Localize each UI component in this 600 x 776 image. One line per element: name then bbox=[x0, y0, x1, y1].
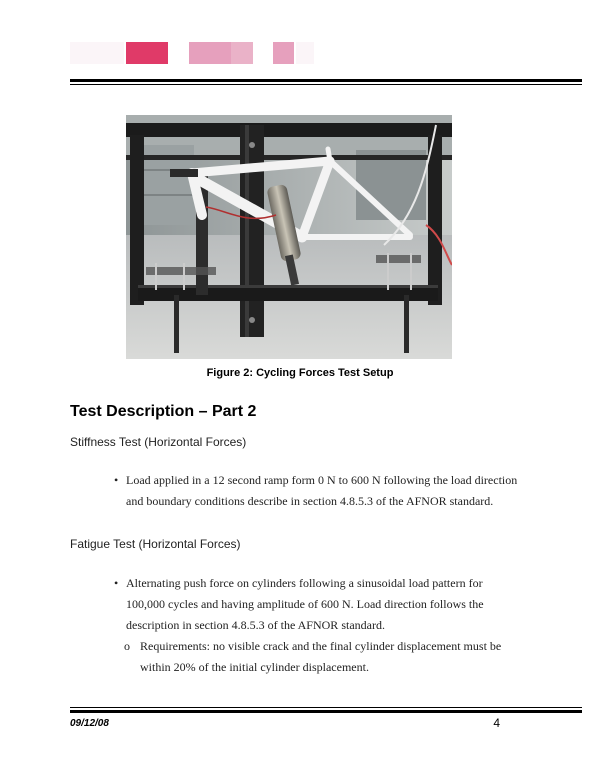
stiffness-heading: Stiffness Test (Horizontal Forces) bbox=[70, 435, 247, 449]
fatigue-line-2: 100,000 cycles and having amplitude of 600 N. Load direction follows the bbox=[126, 597, 484, 611]
stiffness-line-1: Load applied in a 12 second ramp form 0 N to 600 N following the load direction bbox=[126, 473, 518, 487]
header-block-light-2 bbox=[231, 42, 253, 64]
header-block-light-1 bbox=[189, 42, 231, 64]
footer-date: 09/12/08 bbox=[70, 718, 109, 729]
header-block-faint-2 bbox=[296, 42, 314, 64]
bullet-marker: • bbox=[114, 473, 119, 487]
figure-caption: Figure 2: Cycling Forces Test Setup bbox=[206, 367, 394, 379]
bicycle-frame-test-rig-photo-icon bbox=[126, 115, 452, 359]
footer-page-number: 4 bbox=[493, 716, 500, 730]
stiffness-bullet bbox=[114, 471, 544, 513]
requirement-line-2: within 20% of the initial cylinder displacement. bbox=[140, 660, 369, 674]
header-block-light-3 bbox=[273, 42, 294, 64]
header-block-faint bbox=[70, 42, 124, 64]
footer-rule-thick bbox=[70, 710, 582, 713]
fatigue-line-1: Alternating push force on cylinders following a sinusoidal load pattern for bbox=[126, 576, 483, 590]
header-rule-thin bbox=[70, 84, 582, 85]
figure-photo bbox=[126, 115, 452, 359]
fatigue-heading: Fatigue Test (Horizontal Forces) bbox=[70, 537, 241, 551]
sub-bullet-marker: o bbox=[124, 639, 130, 653]
header-block-dark bbox=[126, 42, 168, 64]
header-rule-thick bbox=[70, 79, 582, 82]
fatigue-line-3: description in section 4.8.5.3 of the AFNOR standard. bbox=[126, 618, 385, 632]
bullet-marker: • bbox=[114, 576, 119, 590]
footer-rule-thin bbox=[70, 707, 582, 708]
requirement-line-1: Requirements: no visible crack and the final cylinder displacement must be bbox=[140, 639, 502, 653]
fatigue-sub-bullet bbox=[124, 637, 544, 679]
stiffness-line-2: and boundary conditions describe in section 4.8.5.3 of the AFNOR standard. bbox=[126, 494, 494, 508]
fatigue-bullet bbox=[114, 574, 544, 640]
section-title: Test Description – Part 2 bbox=[70, 403, 257, 420]
